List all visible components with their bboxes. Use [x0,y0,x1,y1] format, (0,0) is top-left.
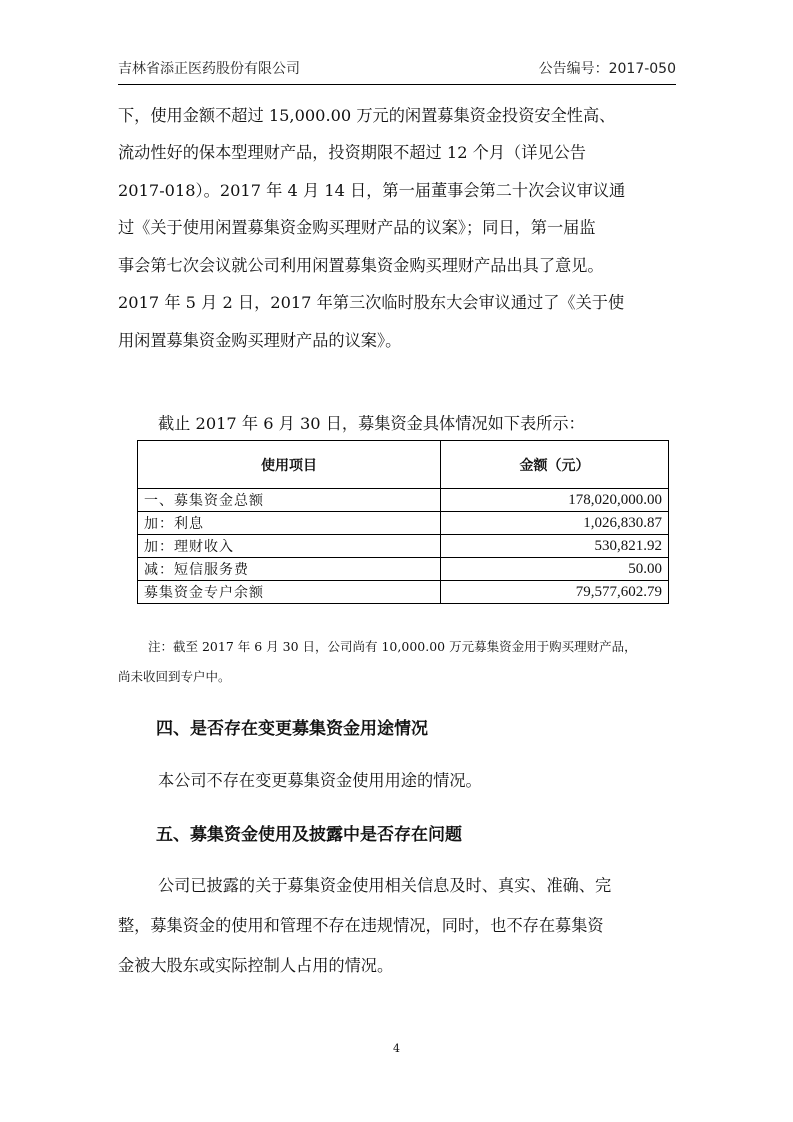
row-item: 加：理财收入 [138,535,441,558]
note-line-1: 注：截至 2017 年 6 月 30 日，公司尚有 10,000.00 万元募集资金用于购买理财产品， [148,639,637,654]
intro-line-3: 2017-018）。2017 年 4 月 14 日，第一届董事会第二十次会议审议通 [118,181,626,200]
company-name: 吉林省添正医药股份有限公司 [118,61,300,77]
table-row [138,581,669,604]
announcement-number: 公告编号：2017-050 [538,61,676,77]
row-amount: 178,020,000.00 [441,489,669,512]
row-amount: 1,026,830.87 [441,512,669,535]
row-item: 减：短信服务费 [138,558,441,581]
row-amount: 530,821.92 [441,535,669,558]
table-intro: 截止 2017 年 6 月 30 日，募集资金具体情况如下表所示： [158,414,585,433]
table-header-row [138,441,669,489]
section-4-heading: 四、是否存在变更募集资金用途情况 [156,719,428,739]
section-5-line-2: 整，募集资金的使用和管理不存在违规情况，同时，也不存在募集资 [118,916,604,935]
note-line-2: 尚未收回到专户中。 [118,669,231,684]
intro-line-5: 事会第七次会议就公司利用闲置募集资金购买理财产品出具了意见。 [118,256,604,275]
intro-line-6: 2017 年 5 月 2 日，2017 年第三次临时股东大会审议通过了《关于使 [118,293,625,312]
row-amount: 79,577,602.79 [441,581,669,604]
table-row [138,489,669,512]
page-header [118,58,676,80]
intro-line-7: 用闲置募集资金购买理财产品的议案》。 [118,331,402,350]
header-divider [118,84,676,85]
page-number: 4 [393,1042,400,1055]
intro-line-4: 过《关于使用闲置募集资金购买理财产品的议案》；同日，第一届监 [118,218,596,237]
section-5-line-1: 公司已披露的关于募集资金使用相关信息及时、真实、准确、完 [158,876,612,895]
section-5-line-3: 金被大股东或实际控制人占用的情况。 [118,956,394,975]
row-item: 募集资金专户余额 [138,581,441,604]
section-5-heading: 五、募集资金使用及披露中是否存在问题 [156,825,462,845]
row-amount: 50.00 [441,558,669,581]
table-row [138,558,669,581]
intro-line-1: 下，使用金额不超过 15,000.00 万元的闲置募集资金投资安全性高、 [118,106,616,125]
fund-table [137,440,669,604]
table-row [138,512,669,535]
table-row [138,535,669,558]
column-header-item: 使用项目 [138,441,441,489]
row-item: 一、募集资金总额 [138,489,441,512]
column-header-amount: 金额（元） [441,441,669,489]
row-item: 加：利息 [138,512,441,535]
intro-line-2: 流动性好的保本型理财产品，投资期限不超过 12 个月（详见公告 [118,143,586,162]
section-4-text: 本公司不存在变更募集资金使用用途的情况。 [158,771,482,790]
